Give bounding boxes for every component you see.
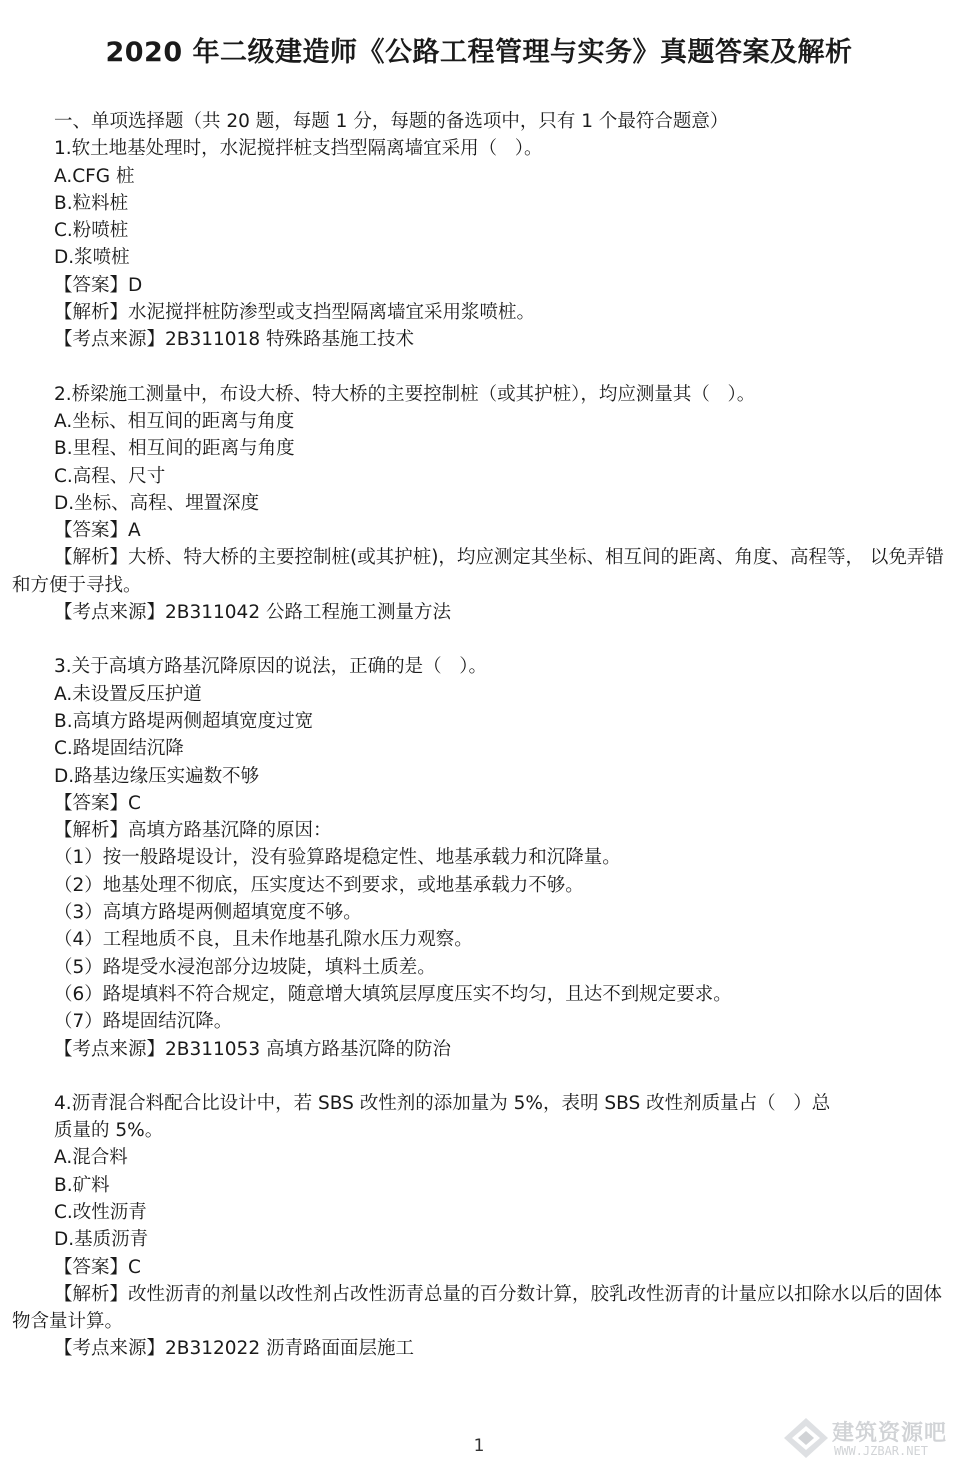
answer: 【答案】C: [54, 792, 141, 814]
option-b: B.里程、相互间的距离与角度: [54, 438, 295, 460]
analysis-point: （4）工程地质不良，且未作地基孔隙水压力观察。: [54, 929, 473, 951]
option-a: A.混合料: [54, 1147, 128, 1169]
page-number: 1: [473, 1436, 485, 1456]
option-d: D.基质沥青: [54, 1229, 149, 1251]
source: 【考点来源】2B312022 沥青路面面层施工: [54, 1338, 414, 1360]
question-stem: 1.软土地基处理时，水泥搅拌桩支挡型隔离墙宜采用（ ）。: [54, 138, 543, 160]
option-d: D.坐标、高程、埋置深度: [54, 492, 260, 514]
analysis-point: （3）高填方路堤两侧超填宽度不够。: [54, 902, 362, 924]
analysis-point: （2）地基处理不彻底，压实度达不到要求，或地基承载力不够。: [54, 874, 584, 896]
question-stem: 4.沥青混合料配合比设计中，若 SBS 改性剂的添加量为 5%，表明 SBS 改性剂质量占（ ）总: [54, 1092, 831, 1114]
option-a: A.未设置反压护道: [54, 683, 202, 705]
question-stem-cont: 质量的 5%。: [54, 1120, 164, 1142]
analysis: 【解析】改性沥青的剂量以改性剂占改性沥青总量的百分数计算，胶乳改性沥青的计量应以扣除水以后的固体物含量计算。: [12, 1283, 943, 1333]
document-title: 2020 年二级建造师《公路工程管理与实务》真题答案及解析: [105, 37, 853, 68]
option-a: A.CFG 桩: [54, 165, 135, 187]
watermark-logo-icon: [784, 1418, 828, 1458]
analysis: 【解析】水泥搅拌桩防渗型或支挡型隔离墙宜采用浆喷桩。: [54, 302, 536, 324]
analysis: 【解析】大桥、特大桥的主要控制桩(或其护桩)，均应测定其坐标、相互间的距离、角度、高程等， 以免弄错和方便于寻找。: [12, 547, 944, 596]
source: 【考点来源】2B311053 高填方路基沉降的防治: [54, 1038, 451, 1060]
watermark-url: WWW.JZBAR.NET: [834, 1444, 928, 1458]
question-3: [12, 653, 947, 1062]
option-b: B.矿料: [54, 1174, 110, 1196]
question-4: [12, 1090, 947, 1363]
analysis-point: （7）路堤固结沉降。: [54, 1011, 233, 1033]
question-stem: 2.桥梁施工测量中，布设大桥、特大桥的主要控制桩（或其护桩），均应测量其（ ）。: [54, 383, 756, 405]
option-c: C.路堤固结沉降: [54, 738, 184, 760]
document-body: [12, 108, 947, 1363]
watermark-text: 建筑资源吧: [832, 1421, 948, 1446]
option-c: C.改性沥青: [54, 1201, 147, 1223]
answer: 【答案】D: [54, 274, 143, 296]
source: 【考点来源】2B311042 公路工程施工测量方法: [54, 602, 451, 624]
answer: 【答案】A: [54, 520, 141, 542]
option-b: B.粒料桩: [54, 192, 129, 214]
watermark: [780, 1414, 950, 1462]
option-b: B.高填方路堤两侧超填宽度过宽: [54, 710, 314, 732]
analysis: 【解析】高填方路基沉降的原因：: [54, 820, 332, 842]
answer: 【答案】C: [54, 1256, 141, 1278]
question-1: [12, 135, 947, 353]
question-2: [12, 381, 947, 627]
option-c: C.粉喷桩: [54, 220, 129, 242]
option-d: D.路基边缘压实遍数不够: [54, 765, 260, 787]
option-c: C.高程、尺寸: [54, 465, 166, 487]
option-d: D.浆喷桩: [54, 247, 130, 269]
option-a: A.坐标、相互间的距离与角度: [54, 410, 295, 432]
analysis-point: （1）按一般路堤设计，没有验算路堤稳定性、地基承载力和沉降量。: [54, 847, 621, 869]
section-heading: 一、单项选择题（共 20 题，每题 1 分，每题的备选项中，只有 1 个最符合题意）: [54, 111, 729, 132]
source: 【考点来源】2B311018 特殊路基施工技术: [54, 329, 414, 351]
analysis-point: （5）路堤受水浸泡部分边坡陡，填料土质差。: [54, 956, 436, 978]
analysis-point: （6）路堤填料不符合规定，随意增大填筑层厚度压实不均匀，且达不到规定要求。: [54, 983, 732, 1005]
question-stem: 3.关于高填方路基沉降原因的说法，正确的是（ ）。: [54, 656, 488, 678]
